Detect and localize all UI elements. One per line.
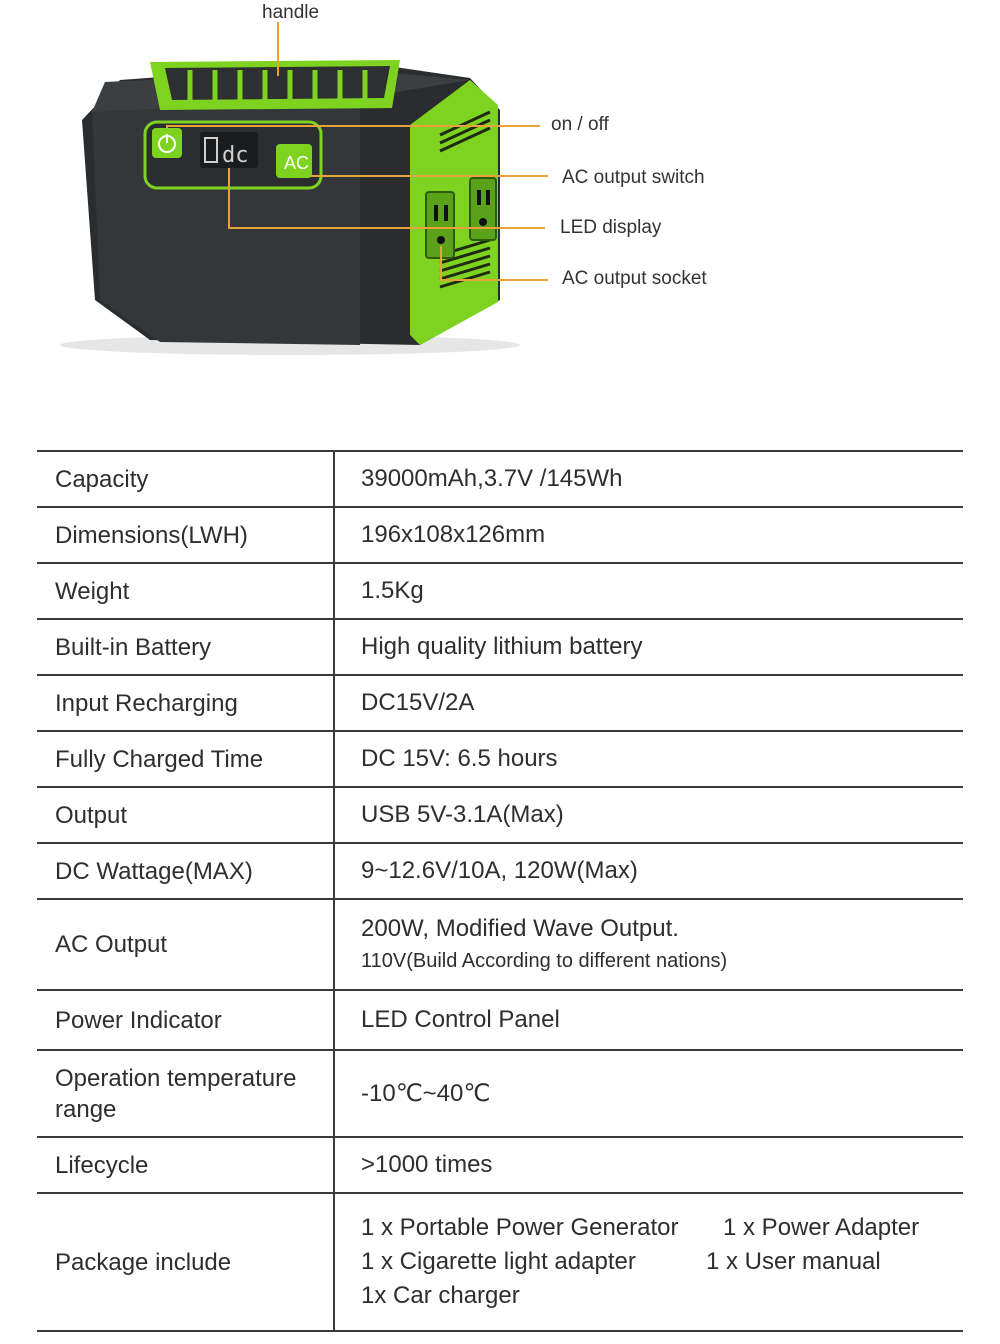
table-row [37, 507, 963, 563]
callout-led-display: LED display [560, 217, 662, 238]
callout-ac-socket: AC output socket [562, 268, 707, 289]
spec-label: Output [37, 787, 334, 843]
spec-label: Package include [37, 1193, 334, 1331]
spec-label: Dimensions(LWH) [37, 507, 334, 563]
spec-label: AC Output [37, 899, 334, 990]
spec-value-cell [334, 899, 963, 990]
table-row [37, 619, 963, 675]
table-row [37, 451, 963, 507]
spec-label: Operation temperature range [37, 1050, 334, 1137]
spec-value: -10℃~40℃ [334, 1050, 963, 1137]
table-row [37, 731, 963, 787]
spec-value: USB 5V-3.1A(Max) [334, 787, 963, 843]
callout-on-off: on / off [551, 114, 609, 135]
product-illustration [0, 0, 1000, 420]
table-row [37, 899, 963, 990]
table-row [37, 990, 963, 1050]
spec-value: 196x108x126mm [334, 507, 963, 563]
spec-table [37, 450, 963, 1332]
table-row [37, 1137, 963, 1193]
spec-label: Capacity [37, 451, 334, 507]
spec-label: Input Recharging [37, 675, 334, 731]
spec-label: Fully Charged Time [37, 731, 334, 787]
spec-value: DC 15V: 6.5 hours [334, 731, 963, 787]
table-row [37, 1050, 963, 1137]
spec-value: LED Control Panel [334, 990, 963, 1050]
table-row [37, 675, 963, 731]
spec-value: >1000 times [334, 1137, 963, 1193]
table-row [37, 787, 963, 843]
spec-label: Power Indicator [37, 990, 334, 1050]
spec-value: 200W, Modified Wave Output. [361, 914, 679, 942]
spec-label: DC Wattage(MAX) [37, 843, 334, 899]
spec-label: Lifecycle [37, 1137, 334, 1193]
spec-value: 9~12.6V/10A, 120W(Max) [334, 843, 963, 899]
package-item: 1 x Cigarette light adapter [361, 1248, 636, 1275]
package-item: 1 x Power Adapter [723, 1214, 920, 1241]
package-row [361, 1211, 963, 1245]
svg-text:dc: dc [222, 143, 249, 168]
spec-value: 1.5Kg [334, 563, 963, 619]
callout-ac-switch: AC output switch [562, 167, 705, 188]
callout-handle: handle [262, 2, 320, 23]
package-item: 1x Car charger [361, 1282, 520, 1309]
spec-value-note: 110V(Build According to different nations) [361, 949, 728, 972]
package-list [334, 1193, 963, 1331]
spec-value: High quality lithium battery [334, 619, 963, 675]
spec-label: Built-in Battery [37, 619, 334, 675]
spec-label: Weight [37, 563, 334, 619]
ac-button-label: AC [284, 153, 310, 173]
package-row [361, 1279, 963, 1313]
table-row [37, 1193, 963, 1331]
package-row [361, 1245, 963, 1279]
spec-value: DC15V/2A [334, 675, 963, 731]
package-item: 1 x User manual [706, 1248, 881, 1275]
spec-value: 39000mAh,3.7V /145Wh [334, 451, 963, 507]
table-row [37, 843, 963, 899]
table-row [37, 563, 963, 619]
power-station-image [0, 0, 1000, 420]
package-item: 1 x Portable Power Generator [361, 1214, 679, 1241]
